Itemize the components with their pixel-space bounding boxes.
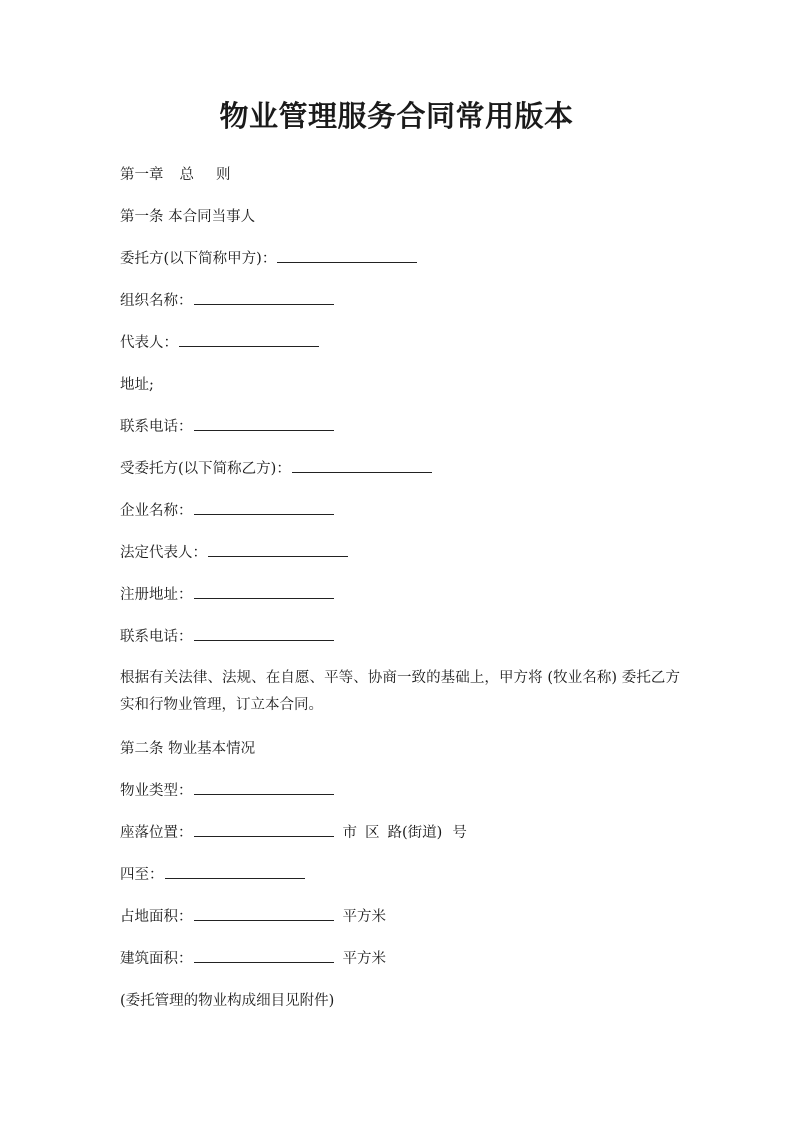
building-area-unit: 平方米 [342,951,386,967]
party-b-phone [120,628,335,646]
party-a-org-name [120,292,335,310]
chapter-heading [120,166,231,184]
reg-address-blank [194,586,334,599]
bounds-label: 四至： [120,867,164,883]
property-location [120,824,467,842]
representative-blank [179,334,319,347]
party-a-address: 地址; [120,377,154,393]
property-type-blank [194,782,334,795]
party-a-phone-blank [194,418,334,431]
document-title: 物业管理服务合同常用版本 [219,99,574,133]
legal-rep-blank [208,544,348,557]
party-a-representative [120,334,320,352]
location-label: 座落位置： [120,825,193,841]
party-a-label: 委托方(以下简称甲方)： [120,251,277,267]
party-a-phone-label: 联系电话： [120,419,193,435]
property-type [120,782,335,800]
property-land-area [120,908,386,926]
chapter-word-2: 则 [216,167,231,183]
party-b-phone-blank [194,628,334,641]
property-note: (委托管理的物业构成细目见附件) [120,993,335,1009]
chapter-label: 第一章 [120,167,164,183]
land-area-blank [194,908,334,921]
location-city: 市 [342,825,357,841]
location-number: 号 [452,825,467,841]
representative-label: 代表人： [120,335,178,351]
party-b-reg-address [120,586,335,604]
intro-paragraph: 根据有关法律、法规、在自愿、平等、协商一致的基础上，甲方将 (牧业名称) 委托乙方实和行物业管理，订立本合同。 [120,670,680,713]
org-name-blank [194,292,334,305]
chapter-word-1: 总 [179,167,194,183]
legal-rep-label: 法定代表人： [120,545,207,561]
article-2-heading: 第二条 物业基本情况 [120,741,256,757]
party-b-legal-rep [120,544,349,562]
building-area-label: 建筑面积： [120,951,193,967]
party-a-blank [277,250,417,263]
property-building-area [120,950,386,968]
party-b-company [120,502,335,520]
bounds-blank [165,866,305,879]
location-road: 路(街道) [387,825,443,841]
party-b-heading [120,460,433,478]
building-area-blank [194,950,334,963]
property-bounds [120,866,306,884]
party-b-label: 受委托方(以下简称乙方)： [120,461,291,477]
property-type-label: 物业类型： [120,783,193,799]
reg-address-label: 注册地址： [120,587,193,603]
org-name-label: 组织名称： [120,293,193,309]
party-a-phone [120,418,335,436]
land-area-label: 占地面积： [120,909,193,925]
party-b-phone-label: 联系电话： [120,629,193,645]
party-a-heading [120,250,418,268]
article-1-heading: 第一条 本合同当事人 [120,209,256,225]
party-b-blank [292,460,432,473]
location-blank [194,824,334,837]
company-label: 企业名称： [120,503,193,519]
company-blank [194,502,334,515]
land-area-unit: 平方米 [342,909,386,925]
location-district: 区 [365,825,380,841]
